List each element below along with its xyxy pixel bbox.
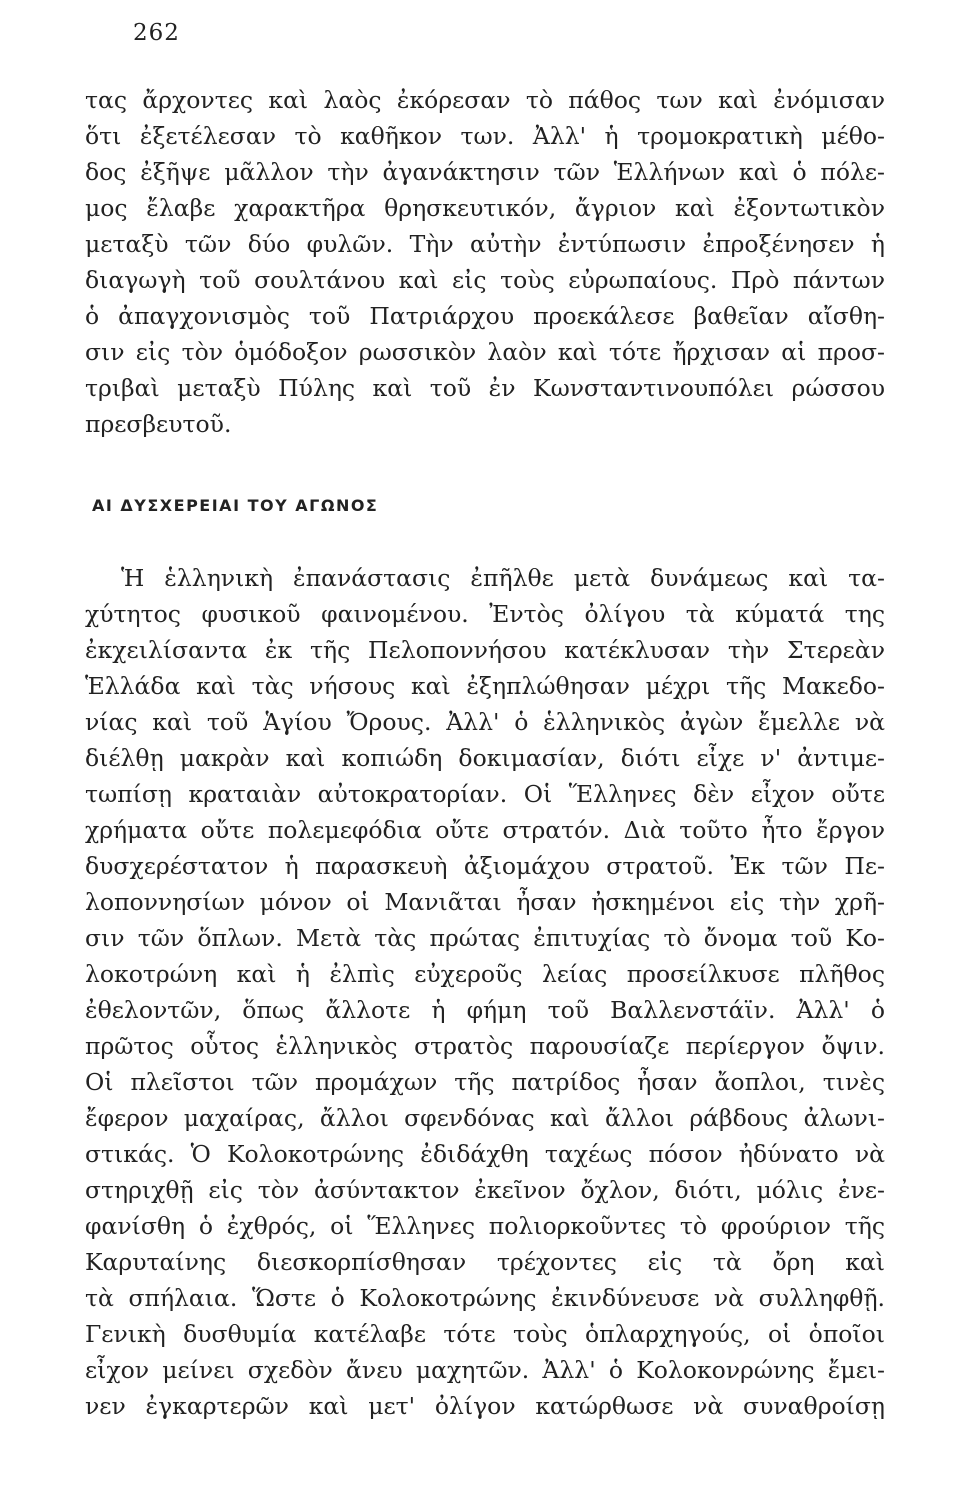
text-line: φανίσθη ὁ ἐχθρός, οἱ Ἕλληνες πολιορκοῦντες τὸ φρούριον τῆς xyxy=(85,1212,885,1240)
text-line: χύτητος φυσικοῦ φαινομένου. Ἐντὸς ὀλίγου τὰ κύματά της xyxy=(85,600,885,628)
text-line: εἶχον μείνει σχεδὸν ἄνευ μαχητῶν. Ἀλλ' ὁ Κολοκονρώνης ἔμει- xyxy=(85,1356,885,1384)
text-line: τριβαὶ μεταξὺ Πύλης καὶ τοῦ ἐν Κωνσταντινουπόλει ρώσσου xyxy=(85,374,885,402)
text-line: σιν τῶν ὅπλων. Μετὰ τὰς πρώτας ἐπιτυχίας τὸ ὄνομα τοῦ Κο- xyxy=(85,924,885,952)
text-line: λοποννησίων μόνον οἱ Μανιᾶται ἦσαν ἠσκημένοι εἰς τὴν χρῆ- xyxy=(85,888,885,916)
text-line: ἐκχειλίσαντα ἐκ τῆς Πελοποννήσου κατέκλυσαν τὴν Στερεὰν xyxy=(85,636,885,664)
text-line: δυσχερέστατον ἡ παρασκευὴ ἀξιομάχου στρατοῦ. Ἐκ τῶν Πε- xyxy=(85,852,885,880)
text-line: τὰ σπήλαια. Ὥστε ὁ Κολοκοτρώνης ἐκινδύνευσε νὰ συλληφθῇ. xyxy=(85,1284,885,1312)
text-line: Γενικὴ δυσθυμία κατέλαβε τότε τοὺς ὁπλαρχηγούς, οἱ ὁποῖοι xyxy=(85,1320,885,1348)
text-line: Οἱ πλεῖστοι τῶν προμάχων τῆς πατρίδος ἦσαν ἄοπλοι, τινὲς xyxy=(85,1068,885,1096)
paragraph-2 xyxy=(85,560,885,1424)
text-line: πρῶτος οὗτος ἑλληνικὸς στρατὸς παρουσίαζε περίεργον ὄψιν. xyxy=(85,1032,885,1060)
text-line: ἐθελοντῶν, ὅπως ἄλλοτε ἡ φήμη τοῦ Βαλλενστάϊν. Ἀλλ' ὁ xyxy=(85,996,885,1024)
text-line: τας ἄρχοντες καὶ λαὸς ἐκόρεσαν τὸ πάθος των καὶ ἐνόμισαν xyxy=(85,86,885,114)
text-line: στικάς. Ὁ Κολοκοτρώνης ἐδιδάχθη ταχέως πόσον ἠδύνατο νὰ xyxy=(85,1140,885,1168)
text-line: πρεσβευτοῦ. xyxy=(85,410,232,438)
text-line: λοκοτρώνη καὶ ἡ ἐλπὶς εὐχεροῦς λείας προσείλκυσε πλῆθος xyxy=(85,960,885,988)
text-line: μεταξὺ τῶν δύο φυλῶν. Τὴν αὐτὴν ἐντύπωσιν ἐπροξένησεν ἡ xyxy=(85,230,885,258)
text-line: χρήματα οὔτε πολεμεφόδια οὔτε στρατόν. Διὰ τοῦτο ἦτο ἔργον xyxy=(85,816,885,844)
page-number: 262 xyxy=(133,20,180,46)
text-line: ἔφερον μαχαίρας, ἄλλοι σφενδόνας καὶ ἄλλοι ράβδους ἀλωνι- xyxy=(85,1104,885,1132)
text-line: νίας καὶ τοῦ Ἁγίου Ὄρους. Ἀλλ' ὁ ἑλληνικὸς ἀγὼν ἔμελλε νὰ xyxy=(85,708,885,736)
text-line: μος ἔλαβε χαρακτῆρα θρησκευτικόν, ἄγριον καὶ ἐξοντωτικὸν xyxy=(85,194,885,222)
text-line: Καρυταίνης διεσκορπίσθησαν τρέχοντες εἰς τὰ ὄρη καὶ xyxy=(85,1248,885,1276)
text-line: ὁ ἀπαγχονισμὸς τοῦ Πατριάρχου προεκάλεσε βαθεῖαν αἴσθη- xyxy=(85,302,885,330)
text-line: δος ἐξῆψε μᾶλλον τὴν ἀγανάκτησιν τῶν Ἑλλήνων καὶ ὁ πόλε- xyxy=(85,158,885,186)
text-line: ὅτι ἐξετέλεσαν τὸ καθῆκον των. Ἀλλ' ἡ τρομοκρατικὴ μέθο- xyxy=(85,122,885,150)
text-line: σιν εἰς τὸν ὁμόδοξον ρωσσικὸν λαὸν καὶ τότε ἤρχισαν αἱ προσ- xyxy=(85,338,885,366)
text-line: Ἑλλάδα καὶ τὰς νήσους καὶ ἐξηπλώθησαν μέχρι τῆς Μακεδο- xyxy=(85,672,885,700)
text-line: τωπίσῃ κραταιὰν αὐτοκρατορίαν. Οἱ Ἕλληνες δὲν εἶχον οὔτε xyxy=(85,780,885,808)
text-line: διέλθῃ μακρὰν καὶ κοπιώδη δοκιμασίαν, διότι εἶχε ν' ἀντιμε- xyxy=(85,744,885,772)
section-heading: ΑΙ ΔΥΣΧΕΡΕΙΑΙ ΤΟΥ ΑΓΩΝΟΣ xyxy=(92,496,379,515)
text-line: διαγωγὴ τοῦ σουλτάνου καὶ εἰς τοὺς εὐρωπαίους. Πρὸ πάντων xyxy=(85,266,885,294)
text-line: νεν ἐγκαρτερῶν καὶ μετ' ὀλίγον κατώρθωσε νὰ συναθροίσῃ xyxy=(85,1392,885,1420)
text-line: στηριχθῇ εἰς τὸν ἀσύντακτον ἐκεῖνον ὄχλον, διότι, μόλις ἐνε- xyxy=(85,1176,885,1204)
paragraph-1 xyxy=(85,82,885,442)
text-line: Ἡ ἑλληνικὴ ἐπανάστασις ἐπῆλθε μετὰ δυνάμεως καὶ τα- xyxy=(121,564,885,592)
